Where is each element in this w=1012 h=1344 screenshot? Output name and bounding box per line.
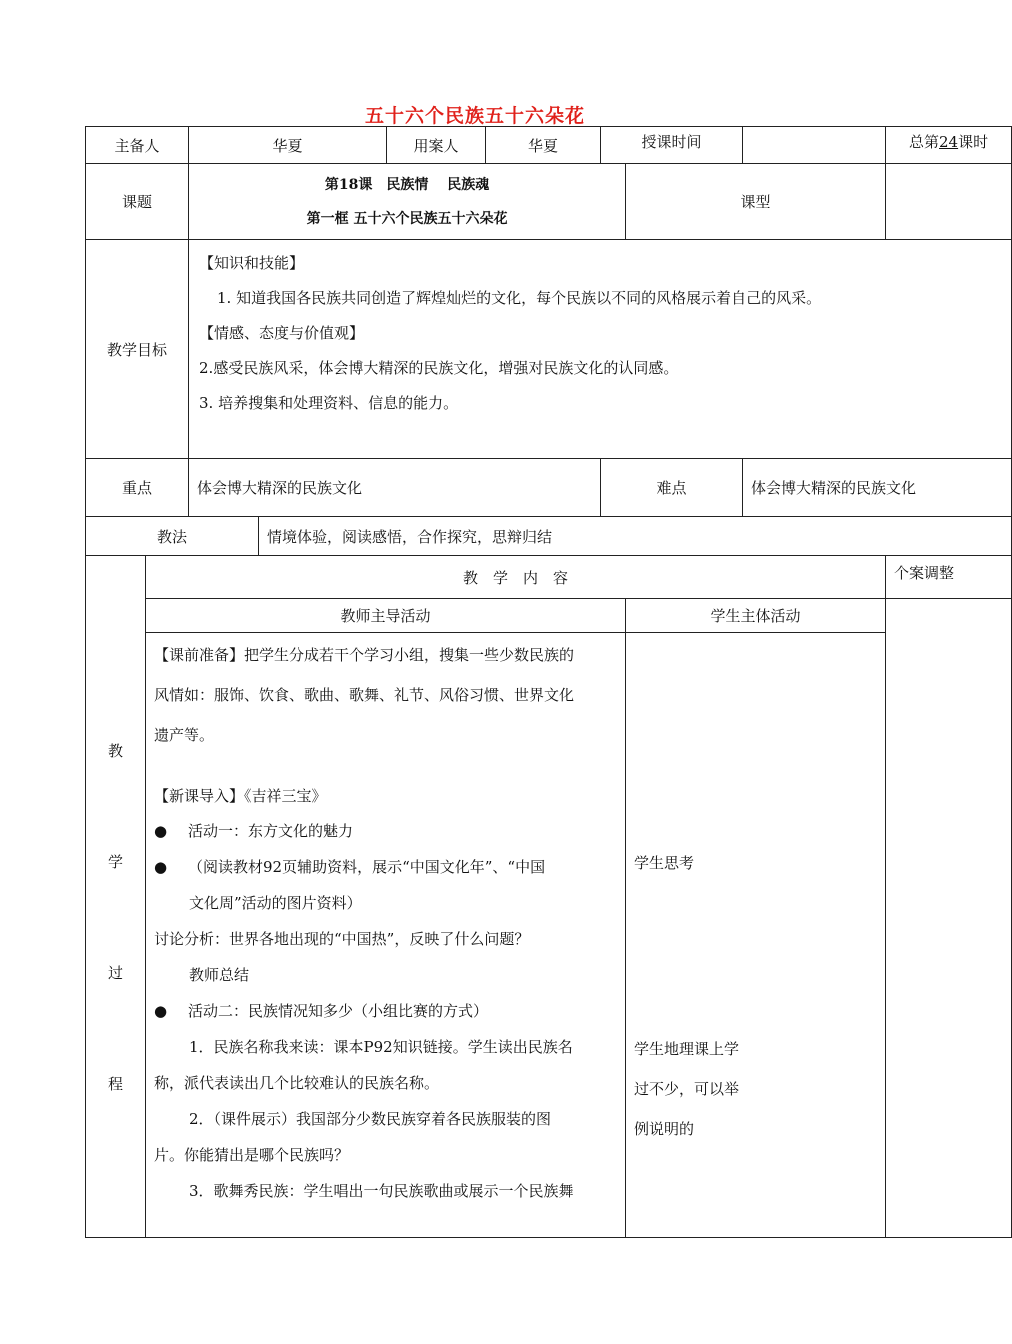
header-info-row bbox=[86, 127, 1012, 164]
key-point-label: 重点 bbox=[86, 459, 189, 517]
objective-heading-knowledge: 【知识和技能】 bbox=[199, 254, 305, 272]
teacher-line: 2．（课件展示）我国部分少数民族穿着各民族服装的图 bbox=[189, 1110, 552, 1128]
process-header-row bbox=[86, 556, 1012, 599]
preparer-name: 华夏 bbox=[189, 127, 387, 164]
page-title: 五十六个民族五十六朵花 bbox=[364, 105, 585, 127]
preparer-label: 主备人 bbox=[86, 127, 189, 164]
teacher-line: 3．歌舞秀民族：学生唱出一句民族歌曲或展示一个民族舞 bbox=[189, 1182, 574, 1200]
topic-value bbox=[189, 164, 626, 240]
teacher-line: 称，派代表读出几个比较难认的民族名称。 bbox=[154, 1074, 440, 1092]
process-content-row bbox=[86, 633, 1012, 1238]
time-value bbox=[743, 127, 886, 164]
teacher-line: 教师总结 bbox=[189, 966, 250, 984]
adjust-header: 个案调整 bbox=[886, 556, 1012, 599]
method-label: 教法 bbox=[86, 517, 259, 556]
method-row bbox=[86, 517, 1012, 556]
teacher-line: ● 活动一：东方文化的魅力 bbox=[154, 813, 619, 849]
bullet-icon: ● bbox=[154, 1002, 168, 1020]
content-header: 教 学 内 容 bbox=[146, 556, 886, 599]
difficulty-label: 难点 bbox=[601, 459, 743, 517]
type-value bbox=[886, 164, 1012, 240]
teacher-line: ● 活动二：民族情况知多少（小组比赛的方式） bbox=[154, 993, 619, 1029]
teacher-line: 文化周”活动的图片资料） bbox=[189, 894, 362, 912]
topic-line-2: 第一框 五十六个民族五十六朵花 bbox=[306, 210, 508, 227]
topic-label: 课题 bbox=[86, 164, 189, 240]
teacher-line: 【新课导入】《吉祥三宝》 bbox=[154, 787, 327, 805]
teacher-line: ● （阅读教材92页辅助资料，展示“中国文化年”、“中国 bbox=[154, 849, 619, 885]
bullet-icon: ● bbox=[154, 822, 168, 840]
student-note: 学生地理课上学 bbox=[634, 1040, 740, 1058]
student-activity-content bbox=[626, 633, 886, 1238]
key-point-value: 体会博大精深的民族文化 bbox=[189, 459, 601, 517]
teacher-activity-header: 教师主导活动 bbox=[146, 599, 626, 633]
objectives-label: 教学目标 bbox=[86, 240, 189, 459]
process-side-label: 教 学 过 程 bbox=[86, 556, 146, 1238]
adjust-column bbox=[886, 599, 1012, 1238]
teacher-line: 【课前准备】把学生分成若干个学习小组，搜集一些少数民族的 bbox=[154, 646, 575, 664]
objective-item-2: 2.感受民族风采，体会博大精深的民族文化，增强对民族文化的认同感。 bbox=[199, 359, 679, 377]
type-label: 课型 bbox=[626, 164, 886, 240]
difficulty-value: 体会博大精深的民族文化 bbox=[743, 459, 1012, 517]
activity-header-row bbox=[86, 599, 1012, 633]
user-label: 用案人 bbox=[387, 127, 486, 164]
lesson-plan-table bbox=[85, 126, 1012, 1238]
method-value: 情境体验，阅读感悟，合作探究，思辩归结 bbox=[259, 517, 1012, 556]
teacher-line: 1．民族名称我来读：课本P92知识链接。学生读出民族名 bbox=[189, 1038, 573, 1056]
teacher-activity-content bbox=[146, 633, 626, 1238]
objectives-row bbox=[86, 240, 1012, 459]
objective-heading-attitude: 【情感、态度与价值观】 bbox=[199, 324, 365, 342]
teacher-line: 遗产等。 bbox=[154, 726, 215, 744]
topic-line-1: 第18课 民族情 民族魂 bbox=[324, 176, 490, 193]
student-note: 例说明的 bbox=[634, 1120, 695, 1138]
time-label: 授课时间 bbox=[601, 127, 743, 164]
bullet-icon: ● bbox=[154, 858, 168, 876]
teacher-line: 片。你能猜出是哪个民族吗？ bbox=[154, 1146, 350, 1164]
student-note: 过不少，可以举 bbox=[634, 1080, 740, 1098]
teacher-line: 风情如：服饰、饮食、歌曲、歌舞、礼节、风俗习惯、世界文化 bbox=[154, 686, 575, 704]
user-name: 华夏 bbox=[486, 127, 601, 164]
focus-row bbox=[86, 459, 1012, 517]
objective-item-3: 3. 培养搜集和处理资料、信息的能力。 bbox=[199, 394, 459, 412]
student-note: 学生思考 bbox=[634, 854, 695, 872]
student-activity-header: 学生主体活动 bbox=[626, 599, 886, 633]
objectives-content bbox=[189, 240, 1012, 459]
objective-item-1: 1. 知道我国各民族共同创造了辉煌灿烂的文化，每个民族以不同的风格展示着自己的风采。 bbox=[217, 289, 822, 307]
teacher-line: 讨论分析：世界各地出现的“中国热”，反映了什么问题？ bbox=[154, 930, 530, 948]
total-hours-number: 24 bbox=[939, 133, 959, 151]
teacher-line bbox=[154, 755, 619, 779]
topic-row bbox=[86, 164, 1012, 240]
total-hours: 总第24课时 bbox=[886, 127, 1012, 164]
